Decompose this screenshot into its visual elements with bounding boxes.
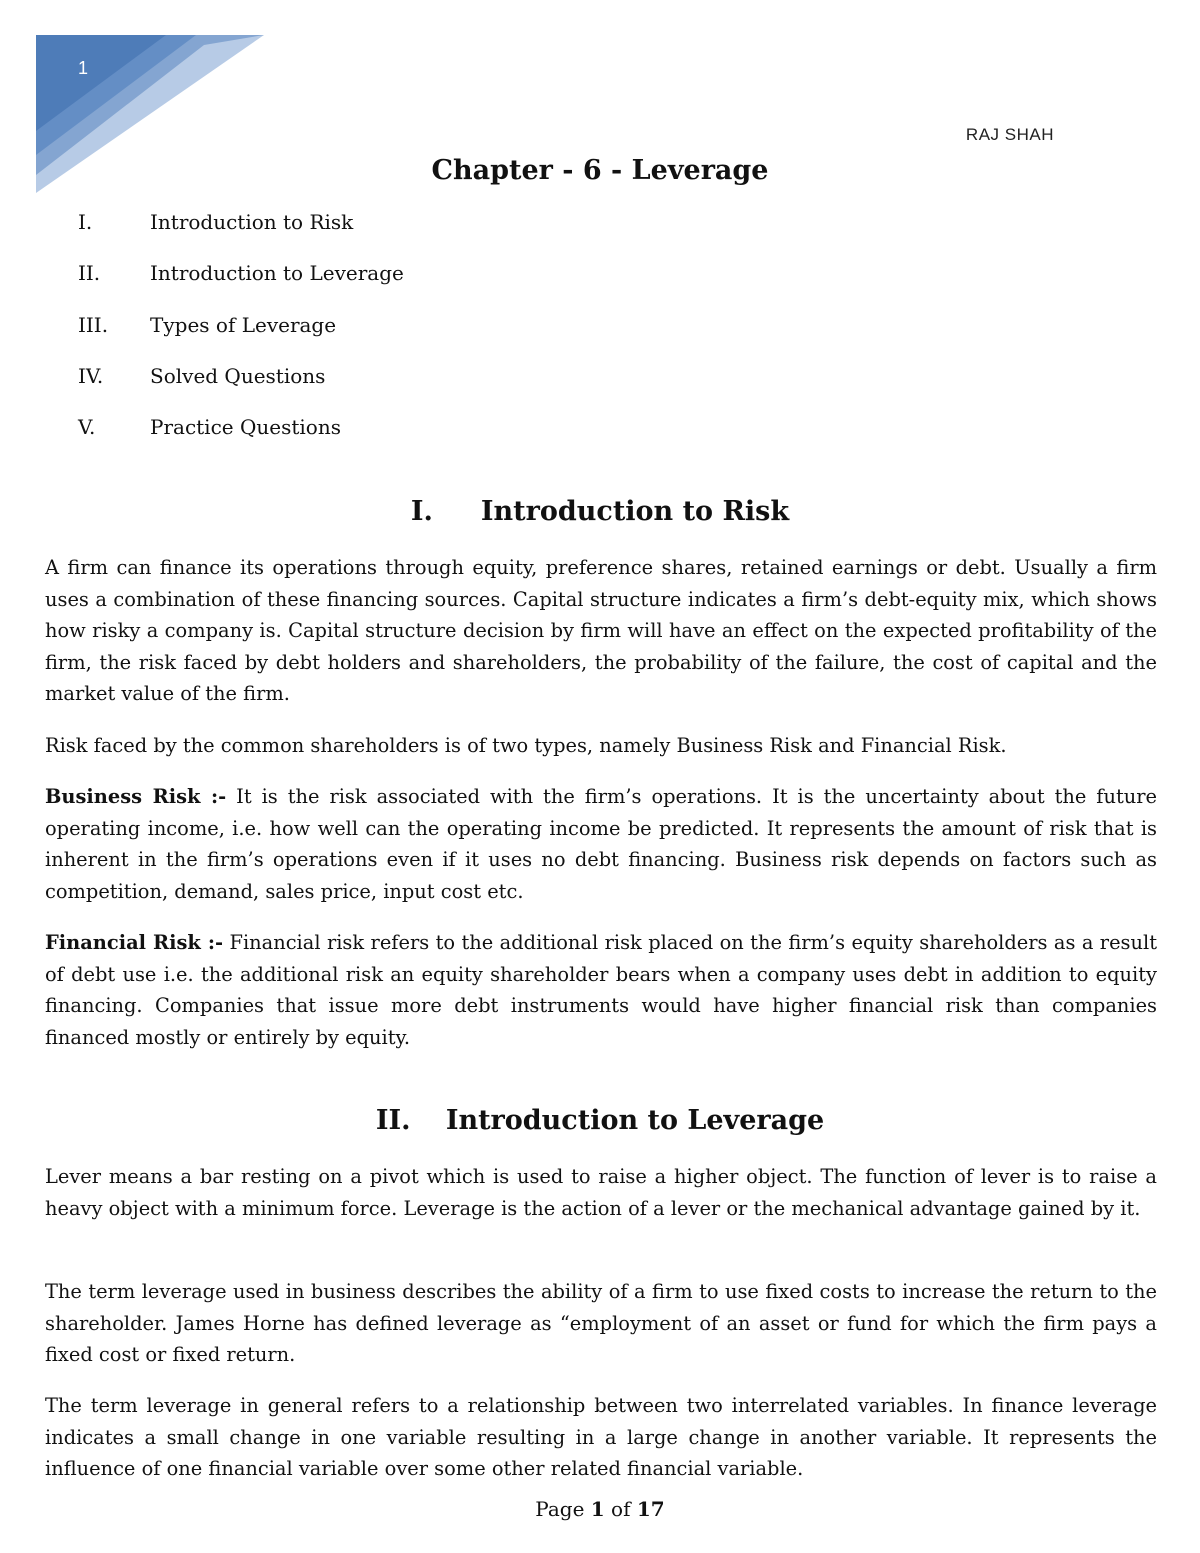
section-heading-risk <box>0 496 1200 527</box>
toc-item <box>78 311 404 362</box>
paragraph-leverage-general <box>45 1390 1157 1485</box>
section-title: Introduction to Risk <box>480 496 790 527</box>
footer-total-pages: 17 <box>636 1497 665 1521</box>
paragraph-business-risk <box>45 781 1157 907</box>
toc-item-label: Solved Questions <box>150 363 326 388</box>
toc-item-number: V. <box>78 415 96 440</box>
paragraph-business-leverage <box>45 1276 1157 1371</box>
chapter-title: Chapter - 6 - Leverage <box>431 155 769 186</box>
author-name: RAJ SHAH <box>965 125 1054 144</box>
term-financial-risk: Financial Risk :- <box>45 931 224 954</box>
toc-item-number: IV. <box>78 363 104 388</box>
paragraph-text: Financial risk refers to the additional risk placed on the firm’s equity shareholders as a result of debt use i.e. the additional risk an equity shareholder bears when a company uses debt in addition to equity financing. Companies that issue more debt instruments would have higher financial risk than companies financed mostly or entirely by equity. <box>45 931 1157 1049</box>
toc-item-label: Introduction to Risk <box>150 210 354 234</box>
toc-item-number: III. <box>78 312 109 337</box>
section-heading-leverage <box>0 1105 1200 1136</box>
page-footer <box>0 1497 1200 1521</box>
corner-page-number: 1 <box>78 58 89 78</box>
toc-item <box>78 259 404 310</box>
term-business-risk: Business Risk :- <box>45 785 227 808</box>
section-number: II. <box>375 1105 411 1136</box>
paragraph-text: The term leverage in general refers to a relationship between two interrelated variables. In finance leverage indicates a small change in one variable resulting in a large change in another variable. It represents the influence of one financial variable over some other related financial variable. <box>45 1394 1157 1480</box>
toc-item <box>78 362 404 413</box>
toc-item-number: II. <box>78 261 101 286</box>
toc-item-number: I. <box>78 210 93 234</box>
paragraph-lever-definition <box>45 1161 1157 1224</box>
paragraph-risk-types <box>45 730 1157 762</box>
toc-item-label: Types of Leverage <box>150 312 337 337</box>
toc-item <box>78 208 404 259</box>
toc-item-label: Introduction to Leverage <box>150 261 404 286</box>
paragraph-financial-risk <box>45 927 1157 1053</box>
paragraph-text: A firm can finance its operations through equity, preference shares, retained earnings or debt. Usually a firm uses a combination of these financing sources. Capital structure indicates a firm’s debt-equity mix, which shows how risky a company is. Capital structure decision by firm will have an effect on the expected profitability of the firm, the risk faced by debt holders and shareholders, the probability of the failure, the cost of capital and the market value of the firm. <box>45 556 1157 705</box>
paragraph-text: It is the risk associated with the firm’s operations. It is the uncertainty about the future operating income, i.e. how well can the operating income be predicted. It represents the amount of risk that is inherent in the firm’s operations even if it uses no debt financing. Business risk depends on factors such as competition, demand, sales price, input cost etc. <box>45 785 1157 903</box>
footer-prefix: Page <box>535 1497 591 1521</box>
footer-current-page: 1 <box>590 1497 605 1521</box>
section-number: I. <box>410 496 433 527</box>
paragraph-text: Risk faced by the common shareholders is of two types, namely Business Risk and Financial Risk. <box>45 734 1007 757</box>
footer-middle: of <box>604 1497 637 1521</box>
table-of-contents <box>78 208 404 464</box>
paragraph-text: Lever means a bar resting on a pivot which is used to raise a higher object. The function of lever is to raise a heavy object with a minimum force. Leverage is the action of a lever or the mechanical advantage gained by it. <box>45 1165 1157 1220</box>
toc-item <box>78 413 404 464</box>
toc-item-label: Practice Questions <box>150 415 341 440</box>
paragraph-text: The term leverage used in business describes the ability of a firm to use fixed costs to increase the return to the shareholder. James Horne has defined leverage as “employment of an asset or fund for which the firm pays a fixed cost or fixed return. <box>45 1280 1157 1366</box>
section-title: Introduction to Leverage <box>445 1105 825 1136</box>
paragraph-capital-structure <box>45 552 1157 710</box>
